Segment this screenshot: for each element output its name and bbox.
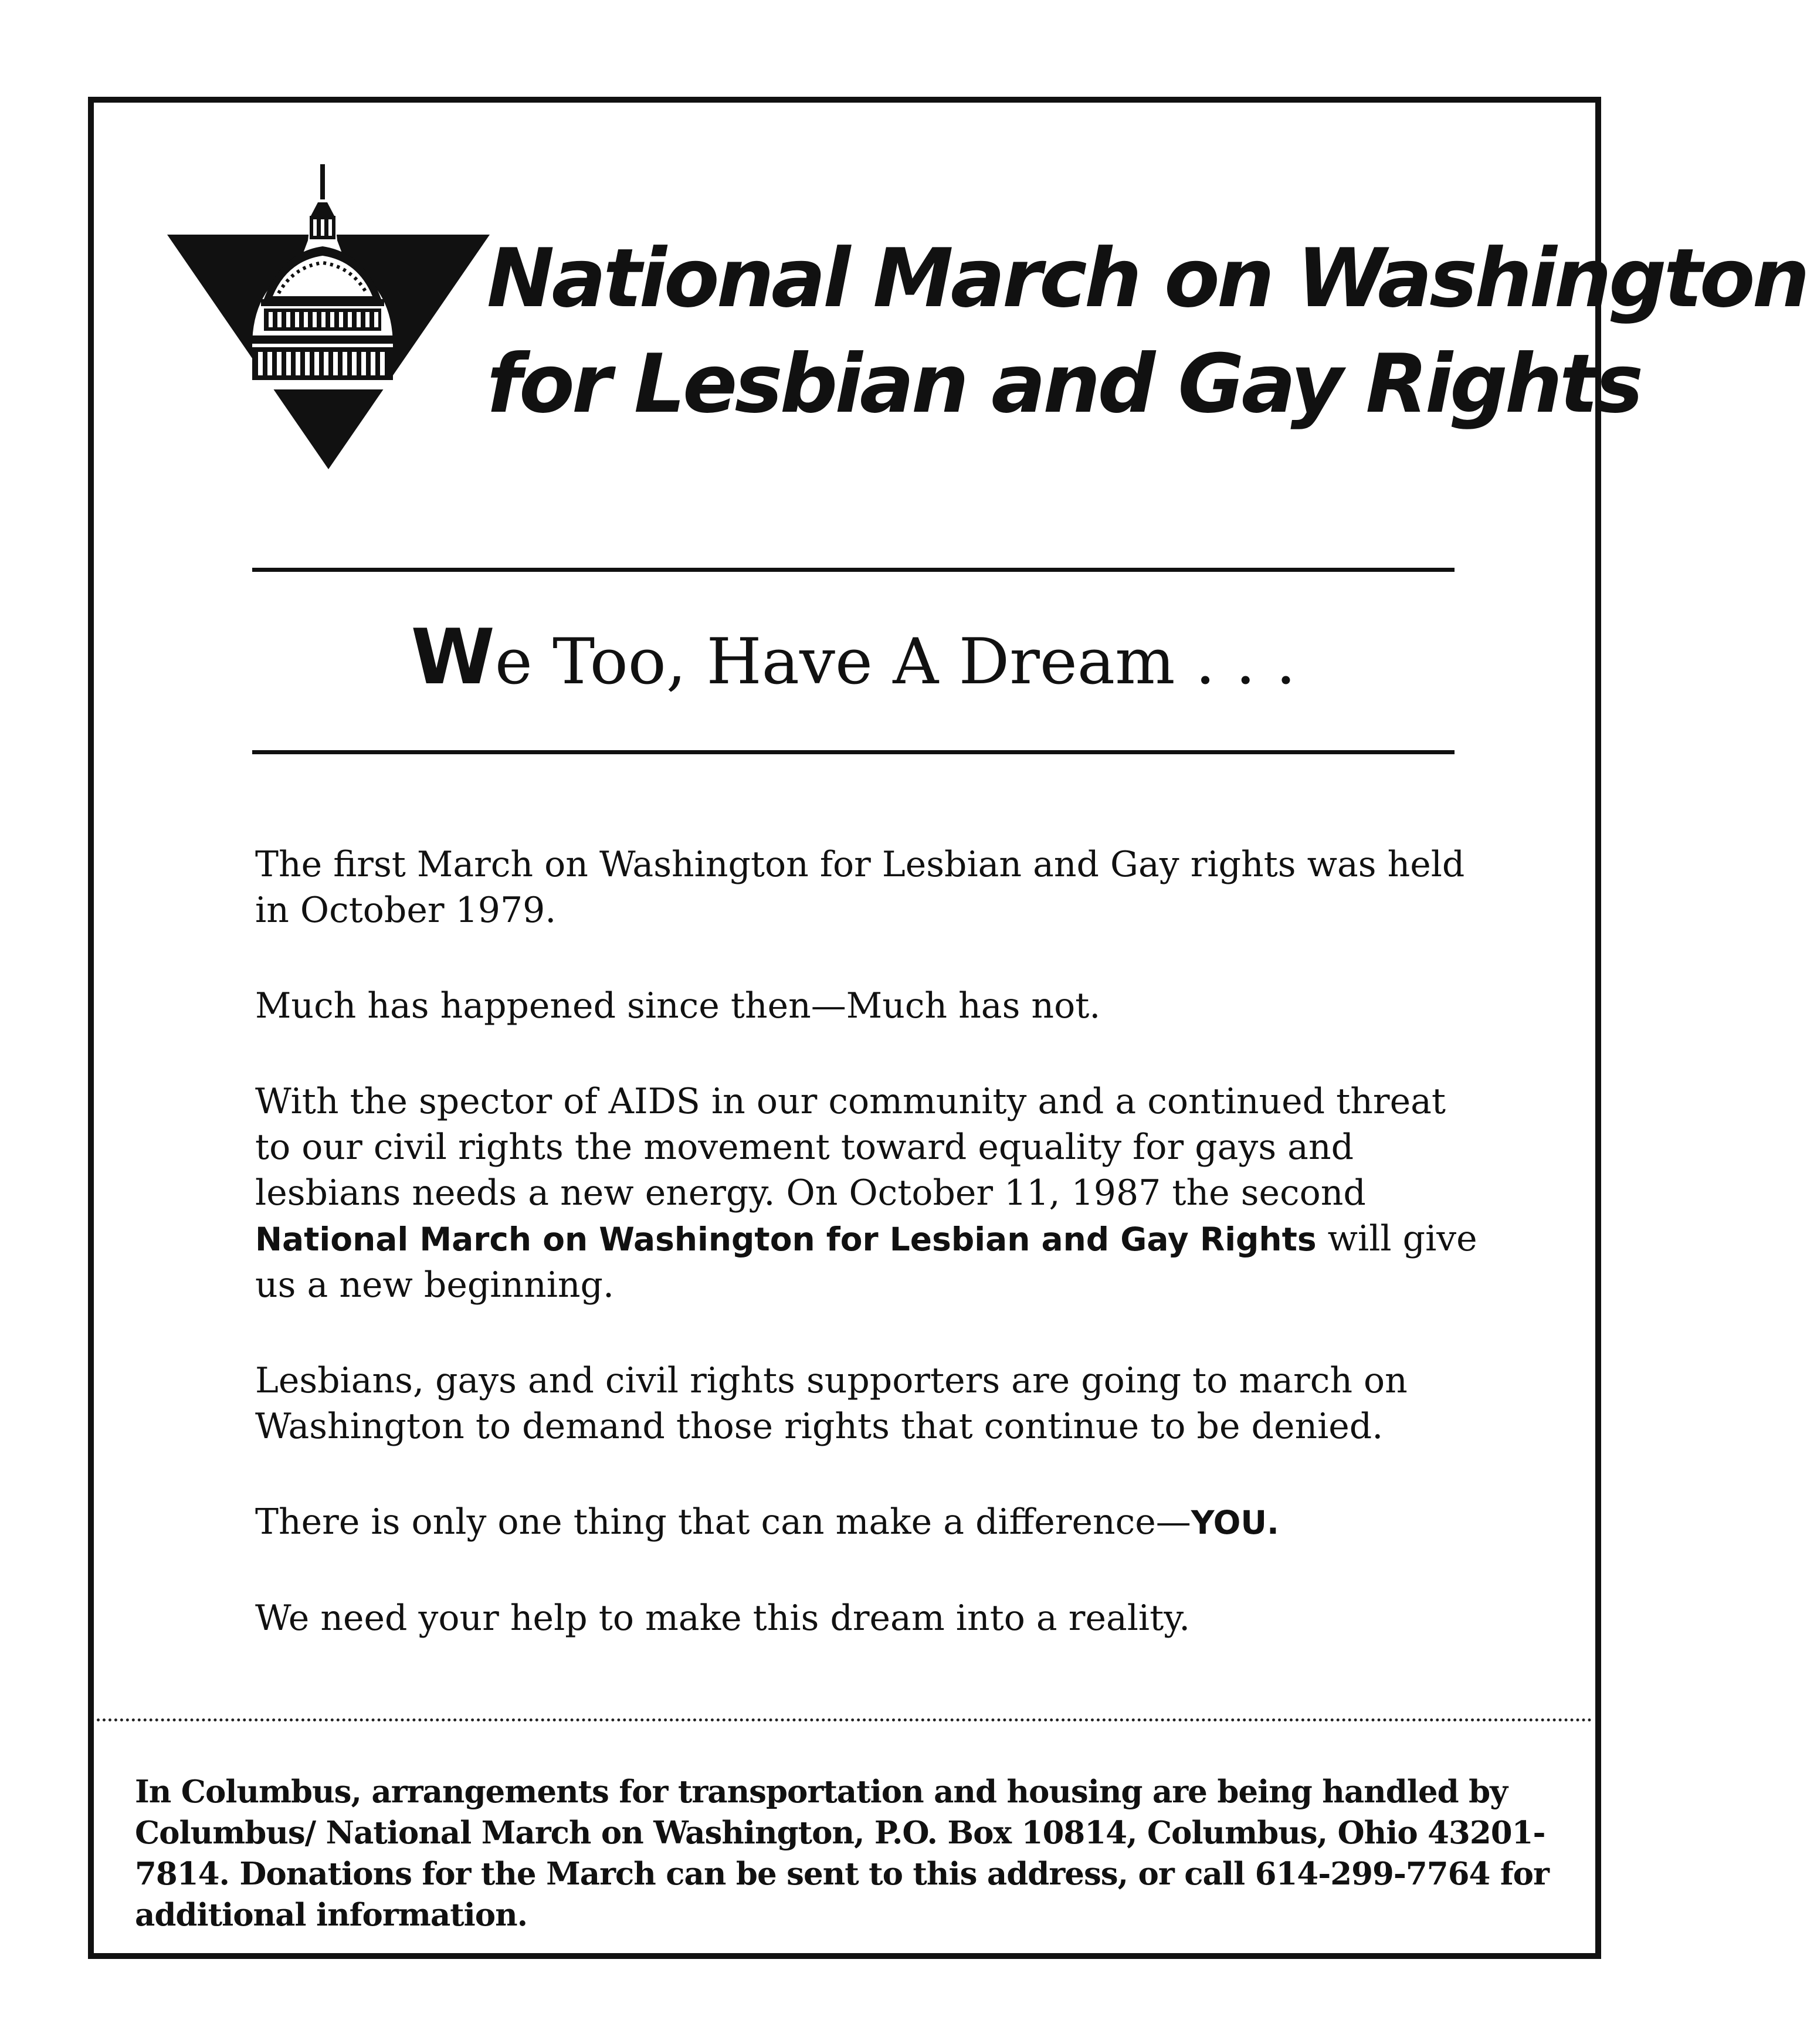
headline — [252, 613, 1455, 706]
paragraph-history: The first March on Washington for Lesbian and Gay rights was held in October 1979. — [255, 844, 1465, 931]
headline-text: e Too, Have A Dream . . . — [494, 625, 1296, 699]
cut-line — [97, 1718, 1592, 1721]
headline-dropcap: W — [411, 612, 495, 701]
you-emphasis: YOU. — [1191, 1504, 1279, 1541]
paragraph-difference — [255, 1499, 1484, 1545]
title-line-2: for Lesbian and Gay Rights — [487, 337, 1641, 431]
paragraph-aids-start: With the spector of AIDS in our community and a continued threat to our civil rights the movement toward equality for gays and lesbians needs a new energy. On October 11, 1987 the second — [255, 1081, 1446, 1213]
headline-rule-bottom — [252, 750, 1455, 754]
paragraph-aids-end: will give us a new beginning. — [255, 1218, 1477, 1306]
paragraph-help: We need your help to make this dream into a reality. — [255, 1598, 1191, 1639]
march-title — [487, 226, 1807, 437]
march-name-bold: National March on Washington for Lesbian and Gay Rights — [255, 1221, 1317, 1258]
capitol-dome-triangle-icon — [164, 152, 493, 481]
paragraph-supporters: Lesbians, gays and civil rights supporters are going to march on Washington to demand those rights that continue to be denied. — [255, 1360, 1408, 1447]
headline-rule-top — [252, 568, 1455, 572]
paragraph-difference-text: There is only one thing that can make a difference— — [255, 1501, 1191, 1543]
title-line-1: National March on Washington — [487, 231, 1807, 326]
paragraph-aids — [255, 1079, 1484, 1308]
footer-contact: In Columbus, arrangements for transportation and housing are being handled by Columbus/ National March on Washington, P.O. Box 10814, Columbus, Ohio 43201-7814. Donations for the March can be sent to this address, or call 614-299-7764 for additional information. — [135, 1774, 1549, 1933]
paragraph-since-then: Much has happened since then—Much has not. — [255, 985, 1101, 1026]
body-copy — [255, 842, 1484, 1691]
